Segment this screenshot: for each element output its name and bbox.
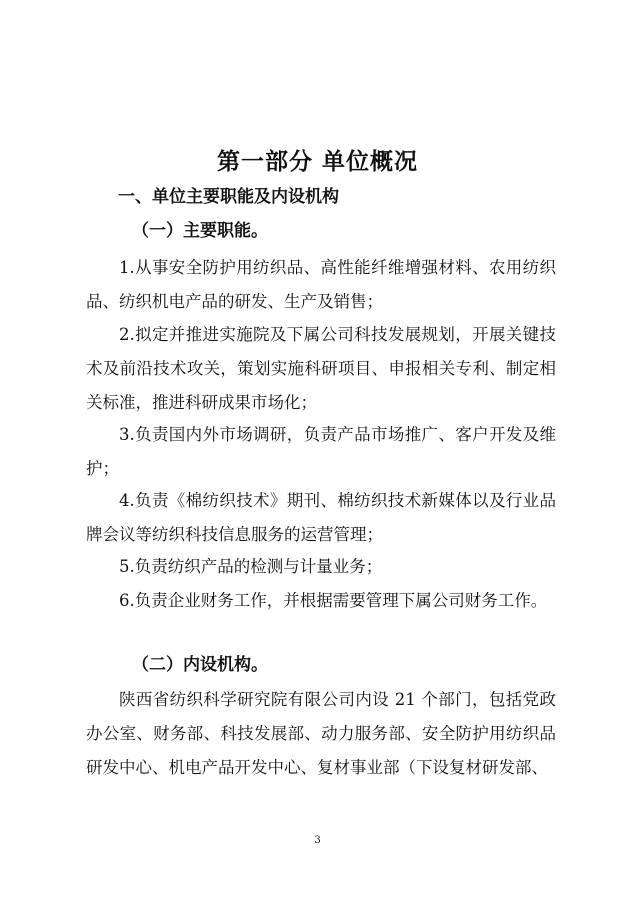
institutions-paragraph: 陕西省纺织科学研究院有限公司内设 21 个部门，包括党政办公室、财务部、科技发展部、动力服务部、安全防护用纺织品研发中心、机电产品开发中心、复材事业部（下设复材研发部、 (86, 690, 556, 777)
function-item-3: 3.负责国内外市场调研，负责产品市场推广、客户开发及维护； (86, 425, 556, 478)
function-item-4: 4.负责《棉纺织技术》期刊、棉纺织技术新媒体以及行业品牌会议等纺织科技信息服务的运营管理； (86, 491, 556, 544)
page-title: 第一部分 单位概况 (216, 148, 418, 175)
function-item-1: 1.从事安全防护用纺织品、高性能纤维增强材料、农用纺织品、纺织机电产品的研发、生产及销售； (86, 258, 556, 311)
subsection-heading-institutions: （二）内设机构。 (132, 655, 268, 675)
section-heading: 一、单位主要职能及内设机构 (118, 187, 339, 207)
function-item-6: 6.负责企业财务工作，并根据需要管理下属公司财务工作。 (119, 591, 548, 610)
page-number: 3 (314, 835, 321, 846)
subsection-heading-functions: （一）主要职能。 (132, 221, 268, 241)
function-item-2: 2.拟定并推进实施院及下属公司科技发展规划，开展关键技术及前沿技术攻关，策划实施科研项目、申报相关专利、制定相关标准，推进科研成果市场化； (86, 325, 556, 412)
function-item-5: 5.负责纺织产品的检测与计量业务； (119, 557, 383, 576)
